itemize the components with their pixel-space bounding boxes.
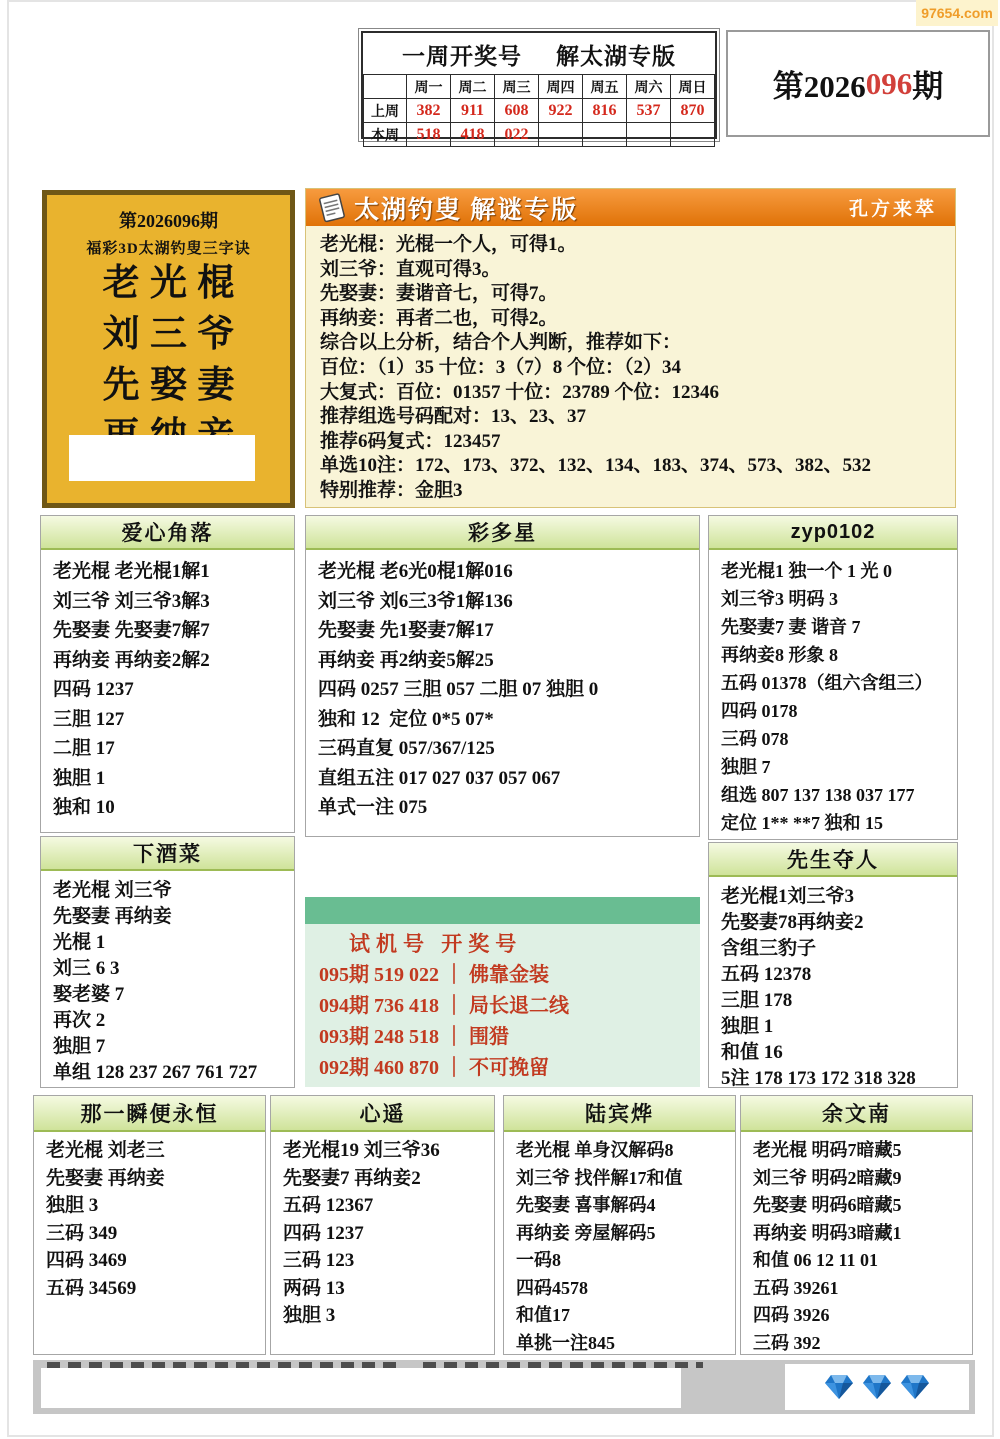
panel-title: 余文南 <box>741 1096 972 1132</box>
scroll-icon <box>314 193 348 223</box>
panel-lines <box>41 550 294 830</box>
watermark-link[interactable]: 97654.com <box>916 0 998 26</box>
text-line: 独胆 7 <box>53 1036 106 1057</box>
text-line: 四码 3469 <box>46 1250 127 1271</box>
trial-row: 095期 519 022 ｜ 佛靠金装 <box>319 964 549 986</box>
text-line: 四码4578 <box>516 1277 588 1298</box>
text-line: 老光棍 老光棍1解1 <box>53 561 210 582</box>
panel-xianshengduoren <box>708 842 958 1088</box>
text-line: 刘三爷 刘三爷3解3 <box>53 590 210 612</box>
main-panel-lines <box>306 226 955 511</box>
panel-lubinye <box>503 1095 736 1355</box>
text-line: 五码 12378 <box>721 964 812 985</box>
text-line: 独胆 3 <box>46 1195 99 1216</box>
week-table-title <box>363 33 715 74</box>
text-line: 和值 06 12 11 01 <box>753 1250 879 1270</box>
panel-nayishun <box>33 1095 266 1355</box>
footer-gems-box <box>785 1364 969 1410</box>
text-line: 综合以上分析，结合个人判断，推荐如下： <box>320 332 682 354</box>
panel-lines <box>709 550 957 844</box>
footer-blank-box <box>41 1368 681 1408</box>
trial-rows <box>305 958 700 1084</box>
text-line: 含组三豹子 <box>721 938 817 959</box>
text-line: 先娶妻78再纳妾2 <box>721 912 864 933</box>
text-line: 单式一注 075 <box>318 797 428 818</box>
main-panel-title: 太湖钓叟 解谜专版 <box>354 196 579 224</box>
text-line: 三胆 127 <box>53 708 125 730</box>
text-line: 老光棍：光棍一个人，可得1。 <box>320 234 577 255</box>
text-line: 先娶妻 喜事解码4 <box>516 1195 656 1215</box>
panel-aixinjialuo <box>40 515 295 833</box>
text-line: 刘三爷3 明码 3 <box>721 589 838 609</box>
trial-open-panel <box>305 897 700 1087</box>
week-title-right: 解太湖专版 <box>556 44 676 69</box>
poem-line: 刘三爷 <box>102 314 245 355</box>
panel-xiajiucai <box>40 836 295 1088</box>
text-line: 老光棍1刘三爷3 <box>721 886 855 907</box>
panel-title: 爱心角落 <box>41 516 294 550</box>
text-line: 四码 1237 <box>283 1222 364 1244</box>
text-line: 三码 392 <box>753 1332 821 1353</box>
text-line: 先娶妻 先娶妻7解7 <box>53 620 210 641</box>
text-line: 再纳妾 旁屋解码5 <box>516 1222 656 1243</box>
text-line: 光棍 1 <box>53 932 106 953</box>
text-line: 三码 123 <box>283 1250 355 1271</box>
text-line: 单组 128 237 267 761 727 <box>53 1062 258 1083</box>
week-row-last: 上周 382 911 608 922 816 537 870 <box>364 99 715 123</box>
text-line: 五码 01378（组六含组三） <box>721 673 933 693</box>
text-line: 独胆 1 <box>53 767 106 789</box>
panel-lines <box>41 871 294 1093</box>
text-line: 和值17 <box>516 1305 570 1325</box>
text-line: 再纳妾 再纳妾2解2 <box>53 649 210 671</box>
panel-title: zyp0102 <box>709 516 957 550</box>
trial-panel-header-bar <box>305 897 700 924</box>
text-line: 娶老婆 7 <box>53 984 125 1005</box>
text-line: 四码 0257 三胆 057 二胆 07 独胆 0 <box>318 679 599 700</box>
text-line: 先娶妻 先1娶妻7解17 <box>318 620 494 641</box>
text-line: 四码 0178 <box>721 701 798 721</box>
text-line: 推荐组选号码配对：13、23、37 <box>320 406 587 428</box>
text-line: 三胆 178 <box>721 990 793 1011</box>
gem-icon <box>824 1373 854 1401</box>
poem-blank-box <box>69 435 255 481</box>
text-line: 老光棍 明码7暗藏5 <box>753 1140 902 1160</box>
text-line: 再纳妾8 形象 8 <box>721 645 838 665</box>
text-line: 特别推荐：金胆3 <box>320 479 463 501</box>
panel-caiduoxing <box>305 515 700 837</box>
text-line: 五码 34569 <box>46 1277 137 1299</box>
text-line: 组选 807 137 138 037 177 <box>721 785 915 805</box>
text-line: 老光棍1 独一个 1 光 0 <box>721 561 892 581</box>
panel-lines <box>504 1132 735 1364</box>
panel-lines <box>709 877 957 1099</box>
text-line: 单选10注：172、173、372、132、134、183、374、573、382、532 <box>320 455 872 477</box>
footer-bar <box>33 1360 975 1414</box>
text-line: 独胆 7 <box>721 757 771 777</box>
gem-icon <box>862 1373 892 1401</box>
text-line: 两码 13 <box>283 1277 345 1299</box>
panel-title: 那一瞬便永恒 <box>34 1096 265 1132</box>
week-table <box>363 74 715 147</box>
issue-highlight: 096 <box>865 65 913 101</box>
text-line: 再纳妾：再者二也，可得2。 <box>320 307 558 329</box>
issue-number-box <box>726 30 990 137</box>
poem-subtitle: 福彩3D太湖钓叟三字诀 <box>86 241 251 257</box>
text-line: 推荐6码复式：123457 <box>320 430 501 452</box>
text-line: 老光棍19 刘三爷36 <box>283 1140 440 1161</box>
text-line: 先娶妻7 再纳妾2 <box>283 1167 421 1189</box>
issue-prefix: 第2026 <box>772 69 866 104</box>
text-line: 四码 1237 <box>53 679 134 700</box>
week-title-left: 一周开奖号 <box>402 44 522 69</box>
text-line: 刘三 6 3 <box>53 958 120 979</box>
trial-panel-title: 试机号 开奖号 <box>349 932 523 956</box>
poem-line: 老光棍 <box>102 263 245 304</box>
trial-row: 094期 736 418 ｜ 局长退二线 <box>319 995 569 1017</box>
text-line: 直组五注 017 027 037 057 067 <box>318 767 561 789</box>
text-line: 老光棍 老6光0棍1解016 <box>318 561 513 582</box>
panel-title: 先生夺人 <box>709 843 957 877</box>
text-line: 先娶妻 明码6暗藏5 <box>753 1195 902 1215</box>
panel-title: 下酒菜 <box>41 837 294 871</box>
text-line: 老光棍 刘三爷 <box>53 880 172 901</box>
panel-lines <box>271 1132 494 1337</box>
text-line: 再纳妾 再2纳妾5解25 <box>318 649 494 671</box>
text-line: 三码直复 057/367/125 <box>318 738 495 759</box>
panel-xinyao <box>270 1095 495 1355</box>
panel-title: 彩多星 <box>306 516 699 550</box>
text-line: 老光棍 刘老三 <box>46 1140 165 1161</box>
text-line: 再纳妾 明码3暗藏1 <box>753 1222 902 1243</box>
panel-lines <box>741 1132 972 1364</box>
text-line: 刘三爷 明码2暗藏9 <box>753 1167 902 1188</box>
panel-zyp0102 <box>708 515 958 840</box>
poem-box <box>42 190 295 508</box>
panel-yuwennan <box>740 1095 973 1355</box>
text-line: 百位：（1）35 十位：3（7）8 个位：（2）34 <box>320 356 682 378</box>
text-line: 先娶妻 再纳妾 <box>46 1167 165 1189</box>
text-line: 一码8 <box>516 1250 561 1270</box>
panel-title: 陆宾烨 <box>504 1096 735 1132</box>
week-table-panel <box>361 31 717 144</box>
panel-lines <box>34 1132 265 1309</box>
main-panel <box>305 188 956 508</box>
text-line: 刘三爷：直观可得3。 <box>320 258 501 280</box>
text-line: 刘三爷 刘6三3爷1解136 <box>318 590 513 612</box>
text-line: 独和 12 定位 0*5 07* <box>318 708 494 730</box>
text-line: 单挑一注845 <box>516 1332 615 1353</box>
text-line: 5注 178 173 172 318 328 <box>721 1068 916 1089</box>
text-line: 三码 349 <box>46 1222 118 1244</box>
text-line: 独和 10 <box>53 797 115 818</box>
text-line: 独胆 3 <box>283 1305 336 1326</box>
text-line: 五码 39261 <box>753 1277 839 1298</box>
text-line: 三码 078 <box>721 729 789 749</box>
panel-lines <box>306 550 699 830</box>
text-line: 五码 12367 <box>283 1195 374 1216</box>
text-line: 四码 3926 <box>753 1305 830 1325</box>
week-header-row: 周一 周二 周三 周四 周五 周六 周日 <box>364 75 715 99</box>
main-panel-corner-label: 孔方来萃 <box>848 199 937 220</box>
text-line: 大复式：百位：01357 十位：23789 个位：12346 <box>320 381 720 403</box>
week-row-current: 本周 518 418 022 <box>364 123 715 147</box>
text-line: 定位 1** **7 独和 15 <box>721 813 883 833</box>
text-line: 先娶妻 再纳妾 <box>53 906 172 927</box>
poem-issue: 第2026096期 <box>119 211 218 231</box>
gem-icon <box>900 1373 930 1401</box>
poem-lines <box>47 258 290 462</box>
issue-suffix: 期 <box>912 69 944 104</box>
text-line: 老光棍 单身汉解码8 <box>516 1140 674 1160</box>
text-line: 先娶妻7 妻 谐音 7 <box>721 617 861 637</box>
text-line: 再次 2 <box>53 1010 106 1031</box>
text-line: 刘三爷 找伴解17和值 <box>516 1167 683 1188</box>
trial-row: 092期 460 870 ｜ 不可挽留 <box>319 1057 549 1079</box>
text-line: 和值 16 <box>721 1042 783 1063</box>
text-line: 独胆 1 <box>721 1016 774 1037</box>
main-panel-header <box>306 189 955 226</box>
panel-title: 心遥 <box>271 1096 494 1132</box>
poem-line: 先娶妻 <box>102 365 245 406</box>
text-line: 二胆 17 <box>53 738 115 759</box>
trial-row: 093期 248 518 ｜ 围猎 <box>319 1026 509 1048</box>
text-line: 先娶妻：妻谐音七，可得7。 <box>320 283 558 305</box>
